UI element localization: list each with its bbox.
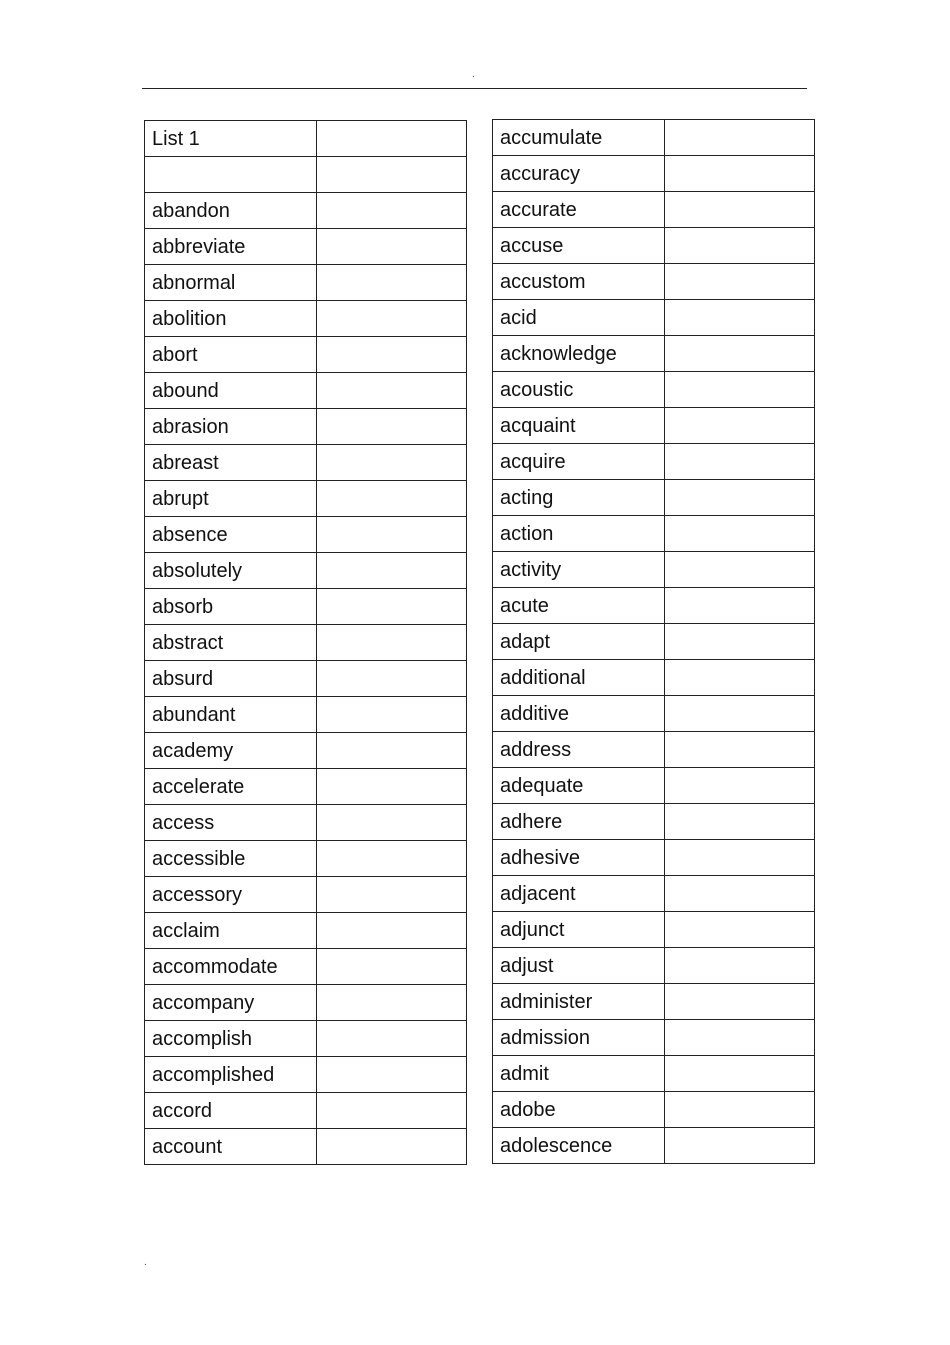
table-row: [145, 373, 467, 409]
table-row: [145, 1021, 467, 1057]
table-row: [145, 409, 467, 445]
answer-blank-cell: [317, 121, 467, 157]
table-row: [493, 984, 815, 1020]
vocab-word-cell: abandon: [145, 193, 317, 229]
vocab-word-cell: absolutely: [145, 553, 317, 589]
answer-blank-cell: [317, 949, 467, 985]
answer-blank-cell: [317, 409, 467, 445]
table-row: [145, 805, 467, 841]
answer-blank-cell: [665, 336, 815, 372]
vocab-word-cell: adobe: [493, 1092, 665, 1128]
table-row: [145, 445, 467, 481]
vocab-word-cell: abnormal: [145, 265, 317, 301]
table-row: [493, 192, 815, 228]
answer-blank-cell: [665, 876, 815, 912]
vocab-word-cell: adolescence: [493, 1128, 665, 1164]
table-row: [493, 624, 815, 660]
vocab-word-cell: activity: [493, 552, 665, 588]
table-row: [493, 120, 815, 156]
table-row: [145, 1093, 467, 1129]
table-row: [493, 156, 815, 192]
vocab-word-cell: abrasion: [145, 409, 317, 445]
table-row: [493, 444, 815, 480]
vocab-word-cell: abound: [145, 373, 317, 409]
vocab-word-cell: accustom: [493, 264, 665, 300]
answer-blank-cell: [665, 624, 815, 660]
answer-blank-cell: [317, 1129, 467, 1165]
vocab-word-cell: abort: [145, 337, 317, 373]
table-row: [145, 733, 467, 769]
vocab-word-cell: accumulate: [493, 120, 665, 156]
vocab-word-cell: address: [493, 732, 665, 768]
vocab-word-cell: action: [493, 516, 665, 552]
vocab-word-cell: acoustic: [493, 372, 665, 408]
answer-blank-cell: [317, 913, 467, 949]
answer-blank-cell: [317, 229, 467, 265]
table-row: [145, 121, 467, 157]
answer-blank-cell: [317, 337, 467, 373]
answer-blank-cell: [665, 732, 815, 768]
table-row: [145, 949, 467, 985]
answer-blank-cell: [665, 1056, 815, 1092]
vocab-word-cell: accelerate: [145, 769, 317, 805]
answer-blank-cell: [665, 804, 815, 840]
table-row: [145, 589, 467, 625]
answer-blank-cell: [317, 841, 467, 877]
vocab-word-cell: admission: [493, 1020, 665, 1056]
vocab-word-cell: additive: [493, 696, 665, 732]
answer-blank-cell: [317, 877, 467, 913]
answer-blank-cell: [317, 769, 467, 805]
table-row: [145, 481, 467, 517]
answer-blank-cell: [665, 120, 815, 156]
vocab-word-cell: absence: [145, 517, 317, 553]
answer-blank-cell: [665, 840, 815, 876]
vocab-word-cell: accommodate: [145, 949, 317, 985]
answer-blank-cell: [665, 1020, 815, 1056]
table-row: [145, 157, 467, 193]
answer-blank-cell: [317, 517, 467, 553]
vocab-word-cell: [145, 157, 317, 193]
vocab-word-cell: abbreviate: [145, 229, 317, 265]
answer-blank-cell: [665, 264, 815, 300]
answer-blank-cell: [665, 984, 815, 1020]
vocab-word-cell: adapt: [493, 624, 665, 660]
vocab-word-cell: academy: [145, 733, 317, 769]
vocab-word-cell: accompany: [145, 985, 317, 1021]
table-row: [145, 1129, 467, 1165]
vocab-word-cell: acting: [493, 480, 665, 516]
table-row: [493, 1020, 815, 1056]
table-row: [493, 948, 815, 984]
answer-blank-cell: [665, 948, 815, 984]
vocab-word-cell: adjunct: [493, 912, 665, 948]
answer-blank-cell: [317, 697, 467, 733]
vocab-word-cell: adjust: [493, 948, 665, 984]
table-row: [493, 696, 815, 732]
answer-blank-cell: [317, 985, 467, 1021]
vocabulary-table-right-body: [493, 120, 815, 1164]
vocab-word-cell: adhesive: [493, 840, 665, 876]
answer-blank-cell: [317, 481, 467, 517]
answer-blank-cell: [317, 805, 467, 841]
answer-blank-cell: [665, 444, 815, 480]
vocab-word-cell: adjacent: [493, 876, 665, 912]
table-row: [145, 1057, 467, 1093]
vocab-word-cell: acquire: [493, 444, 665, 480]
table-row: [493, 768, 815, 804]
vocab-word-cell: admit: [493, 1056, 665, 1092]
answer-blank-cell: [317, 193, 467, 229]
vocabulary-table-left: [144, 120, 467, 1165]
table-row: [493, 660, 815, 696]
table-row: [493, 876, 815, 912]
vocab-word-cell: accessible: [145, 841, 317, 877]
table-row: [493, 552, 815, 588]
vocab-word-cell: accord: [145, 1093, 317, 1129]
table-row: [493, 300, 815, 336]
table-row: [145, 769, 467, 805]
vocab-word-cell: absurd: [145, 661, 317, 697]
answer-blank-cell: [665, 300, 815, 336]
table-row: [145, 661, 467, 697]
answer-blank-cell: [317, 301, 467, 337]
vocab-word-cell: acute: [493, 588, 665, 624]
answer-blank-cell: [665, 552, 815, 588]
answer-blank-cell: [317, 265, 467, 301]
vocab-word-cell: abundant: [145, 697, 317, 733]
answer-blank-cell: [317, 553, 467, 589]
vocab-word-cell: accuracy: [493, 156, 665, 192]
footer-mark: .: [144, 1257, 147, 1268]
answer-blank-cell: [317, 1021, 467, 1057]
answer-blank-cell: [665, 1128, 815, 1164]
table-row: [493, 480, 815, 516]
table-row: [493, 804, 815, 840]
table-row: [145, 877, 467, 913]
answer-blank-cell: [665, 696, 815, 732]
table-row: [145, 553, 467, 589]
answer-blank-cell: [665, 228, 815, 264]
vocab-word-cell: acquaint: [493, 408, 665, 444]
vocab-word-cell: acclaim: [145, 913, 317, 949]
answer-blank-cell: [317, 1057, 467, 1093]
vocab-word-cell: access: [145, 805, 317, 841]
answer-blank-cell: [665, 912, 815, 948]
table-row: [145, 517, 467, 553]
table-row: [145, 265, 467, 301]
answer-blank-cell: [317, 157, 467, 193]
vocab-word-cell: accuse: [493, 228, 665, 264]
table-row: [145, 625, 467, 661]
vocab-word-cell: abreast: [145, 445, 317, 481]
vocab-word-cell: abrupt: [145, 481, 317, 517]
answer-blank-cell: [665, 192, 815, 228]
table-row: [145, 337, 467, 373]
answer-blank-cell: [665, 768, 815, 804]
table-row: [145, 193, 467, 229]
vocab-word-cell: absorb: [145, 589, 317, 625]
table-row: [493, 732, 815, 768]
table-row: [145, 697, 467, 733]
answer-blank-cell: [665, 372, 815, 408]
table-row: [493, 516, 815, 552]
table-row: [145, 985, 467, 1021]
vocab-word-cell: accurate: [493, 192, 665, 228]
vocab-word-cell: abolition: [145, 301, 317, 337]
table-row: [493, 588, 815, 624]
answer-blank-cell: [317, 373, 467, 409]
table-row: [493, 228, 815, 264]
answer-blank-cell: [665, 516, 815, 552]
answer-blank-cell: [317, 661, 467, 697]
vocabulary-table-left-body: [145, 121, 467, 1165]
vocab-word-cell: additional: [493, 660, 665, 696]
vocab-word-cell: adequate: [493, 768, 665, 804]
answer-blank-cell: [665, 480, 815, 516]
vocab-word-cell: acknowledge: [493, 336, 665, 372]
table-row: [493, 1128, 815, 1164]
table-row: [493, 1092, 815, 1128]
table-row: [493, 840, 815, 876]
table-row: [493, 912, 815, 948]
header-mark: .: [472, 69, 475, 80]
answer-blank-cell: [317, 589, 467, 625]
table-row: [145, 913, 467, 949]
table-row: [145, 301, 467, 337]
table-row: [493, 1056, 815, 1092]
vocab-word-cell: adhere: [493, 804, 665, 840]
answer-blank-cell: [665, 1092, 815, 1128]
answer-blank-cell: [317, 733, 467, 769]
answer-blank-cell: [317, 625, 467, 661]
vocab-word-cell: acid: [493, 300, 665, 336]
table-row: [493, 264, 815, 300]
table-row: [493, 372, 815, 408]
answer-blank-cell: [665, 156, 815, 192]
table-row: [493, 408, 815, 444]
vocab-word-cell: abstract: [145, 625, 317, 661]
vocab-word-cell: List 1: [145, 121, 317, 157]
vocabulary-table-right: [492, 119, 815, 1164]
answer-blank-cell: [317, 1093, 467, 1129]
header-rule: [142, 88, 807, 89]
table-row: [493, 336, 815, 372]
vocab-word-cell: administer: [493, 984, 665, 1020]
vocab-word-cell: account: [145, 1129, 317, 1165]
answer-blank-cell: [665, 660, 815, 696]
answer-blank-cell: [317, 445, 467, 481]
vocab-word-cell: accessory: [145, 877, 317, 913]
answer-blank-cell: [665, 588, 815, 624]
answer-blank-cell: [665, 408, 815, 444]
table-row: [145, 841, 467, 877]
vocab-word-cell: accomplished: [145, 1057, 317, 1093]
vocab-word-cell: accomplish: [145, 1021, 317, 1057]
table-row: [145, 229, 467, 265]
